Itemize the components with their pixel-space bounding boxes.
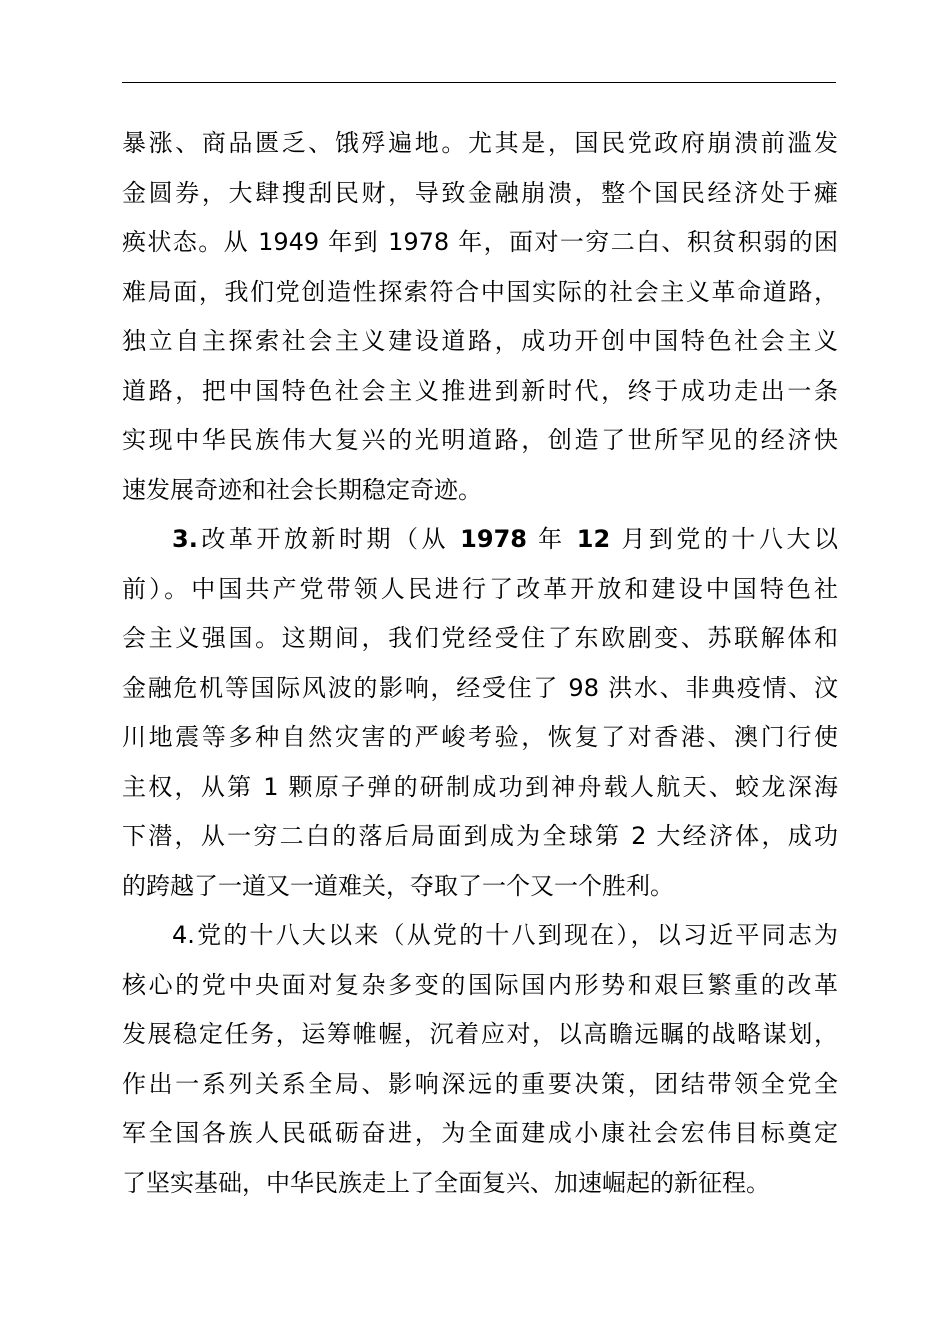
bold-month: 12 [576,525,611,553]
section-number: 3. [172,525,198,553]
paragraph-3 [122,911,838,1208]
text-run: 改革开放新时期（从 [197,525,461,553]
text-line: 4.党的十八大以来（从党的十八到现在），以习近平同志为 [172,921,838,949]
text-line: 的跨越了一道又一道难关，夺取了一个又一个胜利。 [122,871,674,900]
text-line-heading [122,515,838,565]
text-line: 军全国各族人民砥砺奋进，为全面建成小康社会宏伟目标奠定 [122,1119,838,1147]
text-line: 作出一系列关系全局、影响深远的重要决策，团结带领全党全 [122,1069,838,1098]
text-line: 川地震等多种自然灾害的严峻考验，恢复了对香港、澳门行使 [122,723,838,751]
text-line: 了坚实基础，中华民族走上了全面复兴、加速崛起的新征程。 [122,1168,770,1197]
text-line: 实现中华民族伟大复兴的光明道路，创造了世所罕见的经济快 [122,426,838,454]
text-line: 难局面，我们党创造性探索符合中国实际的社会主义革命道路， [122,277,838,306]
text-line: 暴涨、商品匮乏、饿殍遍地。尤其是，国民党政府崩溃前滥发 [122,129,838,157]
text-line: 独立自主探索社会主义建设道路，成功开创中国特色社会主义 [122,327,838,355]
text-run: 年 [526,525,577,553]
text-line: 道路，把中国特色社会主义推进到新时代，终于成功走出一条 [122,376,838,405]
text-line: 下潜，从一穷二白的落后局面到成为全球第 2 大经济体，成功 [122,822,838,850]
text-line: 金融危机等国际风波的影响，经受住了 98 洪水、非典疫情、汶 [122,673,838,702]
text-line: 痪状态。从 1949 年到 1978 年，面对一穷二白、积贫积弱的困 [122,228,838,256]
text-line: 前）。中国共产党带领人民进行了改革开放和建设中国特色社 [122,574,838,603]
header-rule [122,82,836,83]
text-line: 主权，从第 1 颗原子弹的研制成功到神舟载人航天、蛟龙深海 [122,772,838,801]
bold-year: 1978 [460,525,527,553]
text-run: 月到党的十八大以 [610,525,838,553]
paragraph-2 [122,515,838,911]
text-line: 核心的党中央面对复杂多变的国际国内形势和艰巨繁重的改革 [122,970,838,999]
paragraph-1 [122,119,838,515]
text-line: 会主义强国。这期间，我们党经受住了东欧剧变、苏联解体和 [122,624,838,652]
text-line: 发展稳定任务，运筹帷幄，沉着应对，以高瞻远瞩的战略谋划， [122,1020,838,1048]
text-line: 速发展奇迹和社会长期稳定奇迹。 [122,475,482,504]
body-text [122,119,838,1208]
text-line: 金圆券，大肆搜刮民财，导致金融崩溃，整个国民经济处于瘫 [122,178,838,207]
